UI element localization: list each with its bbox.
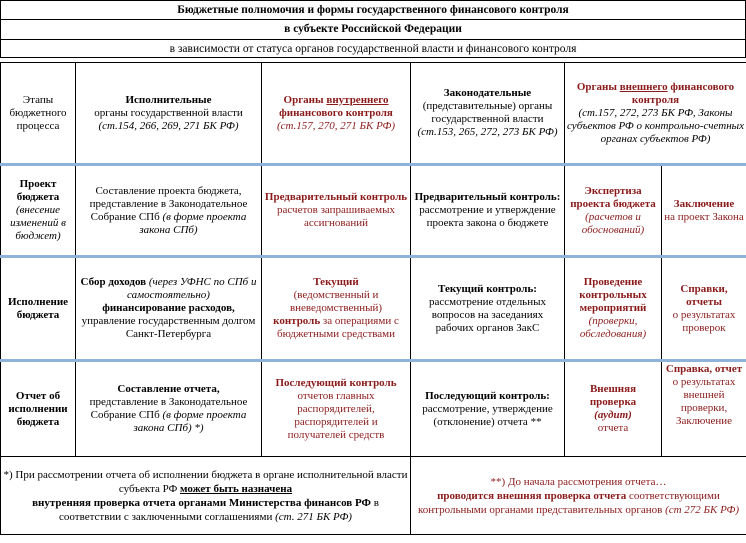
stage-report [1,361,76,457]
execution-external-measures-note: (проверки, обследования) [579,315,647,340]
execution-executive-b2: финансирование расходов, [102,302,235,314]
report-external-audit [565,361,662,457]
header-stages-text: Этапы бюджетного процесса [9,93,67,132]
footnote-left-bold: внутренняя проверка отчета органами Министерства финансов РФ [32,496,371,509]
draft-external-expertise-title: Экспертиза проекта бюджета [570,184,656,210]
header-external-ref: (ст.157, 272, 273 БК РФ, Законы субъектов РФ о контрольно-счетных органах субъектов РФ) [567,106,745,145]
stage-execution [1,257,76,361]
draft-legislative-title: Предварительный контроль: [414,191,561,203]
execution-internal [262,257,411,361]
table-row-draft [1,165,746,257]
draft-external-conclusion-body: на проект Закона [664,210,744,223]
execution-legislative-body: рассмотрение отдельных вопросов на заседаниях рабочих органов ЗакС [429,295,546,334]
execution-executive-b1: Сбор доходов [80,276,147,288]
report-external-audit-title: Внешняя проверка [589,383,637,408]
report-external-conclusion-body: о результатах внешней проверки, Заключение [672,376,736,427]
draft-legislative-body: рассмотрение и утверждение проекта закона о бюджете [419,204,556,229]
draft-internal-body: расчетов запрашиваемых ассигнований [277,204,395,229]
header-legislative-ref: (ст.153, 265, 272, 273 БК РФ) [417,126,558,138]
table-row-footnotes [1,457,746,535]
report-external-conclusion-title: Справка, отчет [665,363,743,375]
execution-external-reports-body: о результатах проверок [672,308,736,334]
footnote-left-text1: *) При рассмотрении отчета об исполнении бюджета в органе исполнительной власти субъекта РФ [3,468,408,495]
execution-internal-note: (ведомственный и вневедомственный) [289,289,383,314]
header-legislative [411,63,565,165]
draft-executive [76,165,262,257]
title-line-2: в субъекте Российской Федерации [0,20,746,39]
execution-executive-n1: (через УФНС по СПб и самостоятельно) [127,276,257,301]
draft-executive-note: (в форме проекта закона СПб) [139,210,247,236]
footnote-left-ref: (ст. 271 БК РФ) [275,510,352,523]
budget-powers-table [0,62,746,535]
table-row-report [1,361,746,457]
header-internal-word: внутреннего [326,93,389,106]
draft-external-conclusion [662,165,746,257]
report-executive-body: представление в Законодательное Собрание СПб [89,396,248,421]
report-internal-title: Последующий контроль [275,376,397,389]
stage-draft-title: Проект бюджета [16,178,60,203]
execution-external-reports-title: Справки, отчеты [680,282,728,308]
report-legislative-body: рассмотрение, утверждение (отклонение) отчета ** [422,402,553,428]
execution-legislative-title: Текущий контроль: [438,282,537,295]
report-internal [262,361,411,457]
stage-execution-title: Исполнение бюджета [7,295,69,321]
execution-internal-title: Текущий [313,276,359,288]
execution-internal-body: за операциями с бюджетными средствами [276,315,399,340]
header-external-control [565,63,746,165]
execution-external-measures [565,257,662,361]
footnote-right-ref: (ст 272 БК РФ) [665,503,740,516]
stage-report-title: Отчет об исполнении бюджета [8,389,68,428]
draft-internal-title: Предварительный контроль [264,191,408,203]
report-legislative [411,361,565,457]
footnote-left-underlined: может быть назначена [180,482,293,495]
execution-external-reports [662,257,746,361]
header-executive-body: органы государственной власти [94,106,243,119]
header-external-prefix: Органы [576,80,620,93]
title-line-3: в зависимости от статуса органов государственной власти и финансового контроля [0,39,746,58]
report-executive-note: (в форме проекта закона СПб) *) [133,409,247,434]
header-legislative-body: (представительные) органы государственной власти [422,100,553,125]
report-internal-body: отчетов главных распорядителей, распорядителей и получателей средств [287,389,385,441]
report-executive [76,361,262,457]
report-external-audit-body: отчета [597,422,629,434]
header-internal-ref: (ст.157, 270, 271 БК РФ) [276,119,396,132]
header-external-word: внешнего [619,80,668,93]
execution-legislative [411,257,565,361]
execution-internal-title2: контроль [273,315,321,327]
draft-external-expertise-note: (расчетов и обоснований) [581,210,645,236]
report-external-conclusion [662,361,746,457]
draft-internal [262,165,411,257]
execution-external-measures-title: Проведение контрольных мероприятий [579,276,647,314]
report-legislative-title: Последующий контроль: [425,389,550,402]
stage-draft [1,165,76,257]
header-stages [1,63,76,165]
footnote-right-text2: соответствующими контрольными органами представительных органов [417,489,720,516]
table-row-execution [1,257,746,361]
header-executive [76,63,262,165]
execution-executive-body: управление государственным долгом Санкт-Петербурга [81,315,256,340]
header-external-suffix: финансового контроля [631,80,735,106]
header-executive-ref: (ст.154, 266, 269, 271 БК РФ) [98,119,239,132]
report-external-audit-note: (аудит) [594,409,632,421]
footnote-right-text1: **) До начала рассмотрения отчета… [490,475,667,488]
header-internal-prefix: Органы [283,93,327,106]
draft-executive-body: Составление проекта бюджета, представление в Законодательное Собрание СПб [89,184,248,223]
header-legislative-title: Законодательные [443,87,532,99]
header-executive-title: Исполнительные [125,93,212,106]
footnote-right-bold: проводится внешняя проверка отчета [437,489,627,502]
footnote-right [411,457,746,535]
draft-external-conclusion-title: Заключение [673,197,735,210]
stage-draft-note: (внесение изменений в бюджет) [10,204,66,242]
draft-legislative [411,165,565,257]
header-internal-control [262,63,411,165]
footnote-left [1,457,411,535]
header-internal-suffix: финансового контроля [279,106,393,119]
draft-external-expertise [565,165,662,257]
footnote-left-text2: в соответствии с заключенными соглашениями [59,496,379,523]
execution-executive [76,257,262,361]
title-line-1: Бюджетные полномочия и формы государственного финансового контроля [0,0,746,20]
table-header-row [1,63,746,165]
report-executive-title: Составление отчета, [117,383,220,395]
